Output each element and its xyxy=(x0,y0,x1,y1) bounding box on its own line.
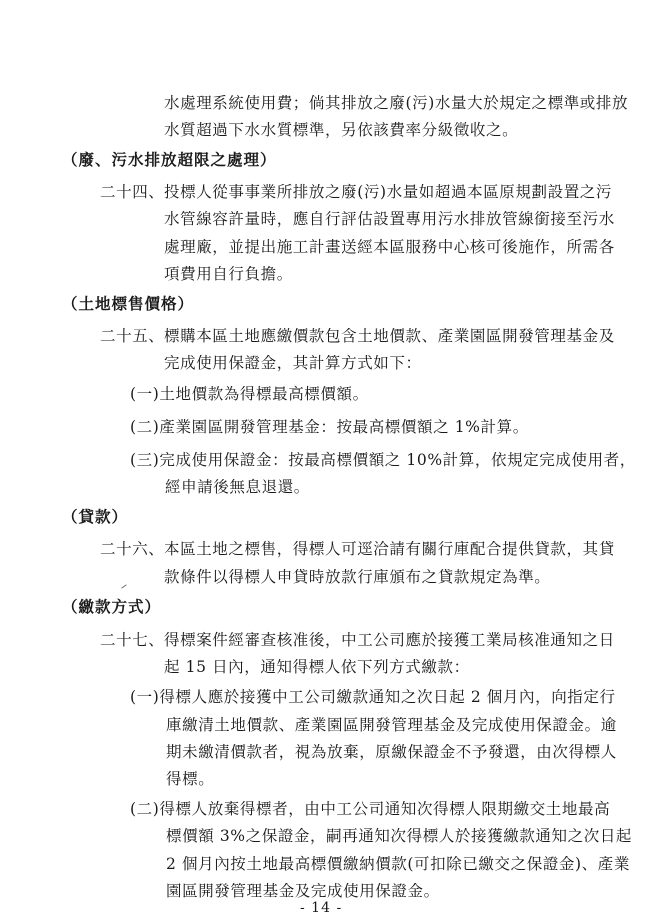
article-27-number: 二十七、 xyxy=(100,631,165,649)
article-25-line-2: 完成使用保證金，其計算方式如下： xyxy=(164,354,422,372)
section-heading-wastewater: （廢、污水排放超限之處理） xyxy=(62,150,277,169)
section-heading-land-price: （土地標售價格） xyxy=(62,294,195,313)
article-27-item-1-line-3: 期未繳清價款者，視為放棄，原繳保證金不予發還，由次得標人 xyxy=(166,743,617,761)
article-25-item-3-line-1: (三)完成使用保證金：按最高標價額之 10%計算，依規定完成使用者， xyxy=(130,451,636,469)
article-27-line-1: 得標案件經審查核准後，中工公司應於接獲工業局核准通知之日 xyxy=(164,631,615,649)
section-heading-loan: （貸款） xyxy=(62,507,129,526)
article-25-line-1: 標購本區土地應繳價款包含土地價款、產業園區開發管理基金及 xyxy=(164,327,615,345)
article-26-number: 二十六、 xyxy=(100,540,165,558)
intro-line-2: 水質超過下水水質標準，另依該費率分級徵收之。 xyxy=(164,121,519,139)
article-24-line-1: 投標人從事事業所排放之廢(污)水量如超過本區原規劃設置之污 xyxy=(164,183,612,201)
article-25-item-3-line-2: 經申請後無息退還。 xyxy=(165,478,310,496)
article-27-item-2-line-1: (二)得標人放棄得標者，由中工公司通知次得標人限期繳交土地最高 xyxy=(130,800,611,818)
article-25-item-2: (二)產業園區開發管理基金：按最高標價額之 1%計算。 xyxy=(130,418,529,436)
article-24-line-4: 項費用自行負擔。 xyxy=(164,265,293,283)
article-24-number: 二十四、 xyxy=(100,183,165,201)
article-25-number: 二十五、 xyxy=(100,327,165,345)
article-24-line-3: 處理廠，並提出施工計畫送經本區服務中心核可後施作，所需各 xyxy=(164,238,615,256)
article-26-line-2: 款條件以得標人申貸時放款行庫頒布之貸款規定為準。 xyxy=(164,568,551,586)
article-27-item-1-line-1: (一)得標人應於接獲中工公司繳款通知之次日起 2 個月內，向指定行 xyxy=(130,688,616,706)
article-27-item-2-line-2: 標價額 3%之保證金，嗣再通知次得標人於接獲繳款通知之次日起 xyxy=(166,827,633,845)
scan-mark xyxy=(121,584,126,588)
article-27-item-1-line-4: 得標。 xyxy=(166,770,215,788)
article-24-line-2: 水管線容許量時，應自行評估設置專用污水排放管線銜接至污水 xyxy=(164,210,615,228)
page-number: - 14 - xyxy=(300,900,343,916)
article-27-line-2: 起 15 日內，通知得標人依下列方式繳款： xyxy=(164,658,470,676)
article-27-item-2-line-4: 園區開發管理基金及完成使用保證金。 xyxy=(166,882,440,900)
article-27-item-1-line-2: 庫繳清土地價款、產業園區開發管理基金及完成使用保證金。逾 xyxy=(166,716,617,734)
article-27-item-2-line-3: 2 個月內按土地最高標價繳納價款(可扣除已繳交之保證金)、產業 xyxy=(166,855,630,873)
article-26-line-1: 本區土地之標售，得標人可逕洽請有關行庫配合提供貸款，其貸 xyxy=(164,540,615,558)
intro-line-1: 水處理系統使用費；倘其排放之廢(污)水量大於規定之標準或排放 xyxy=(164,94,629,112)
article-25-item-1: (一)土地價款為得標最高標價額。 xyxy=(130,385,369,403)
section-heading-payment: （繳款方式） xyxy=(62,597,162,616)
